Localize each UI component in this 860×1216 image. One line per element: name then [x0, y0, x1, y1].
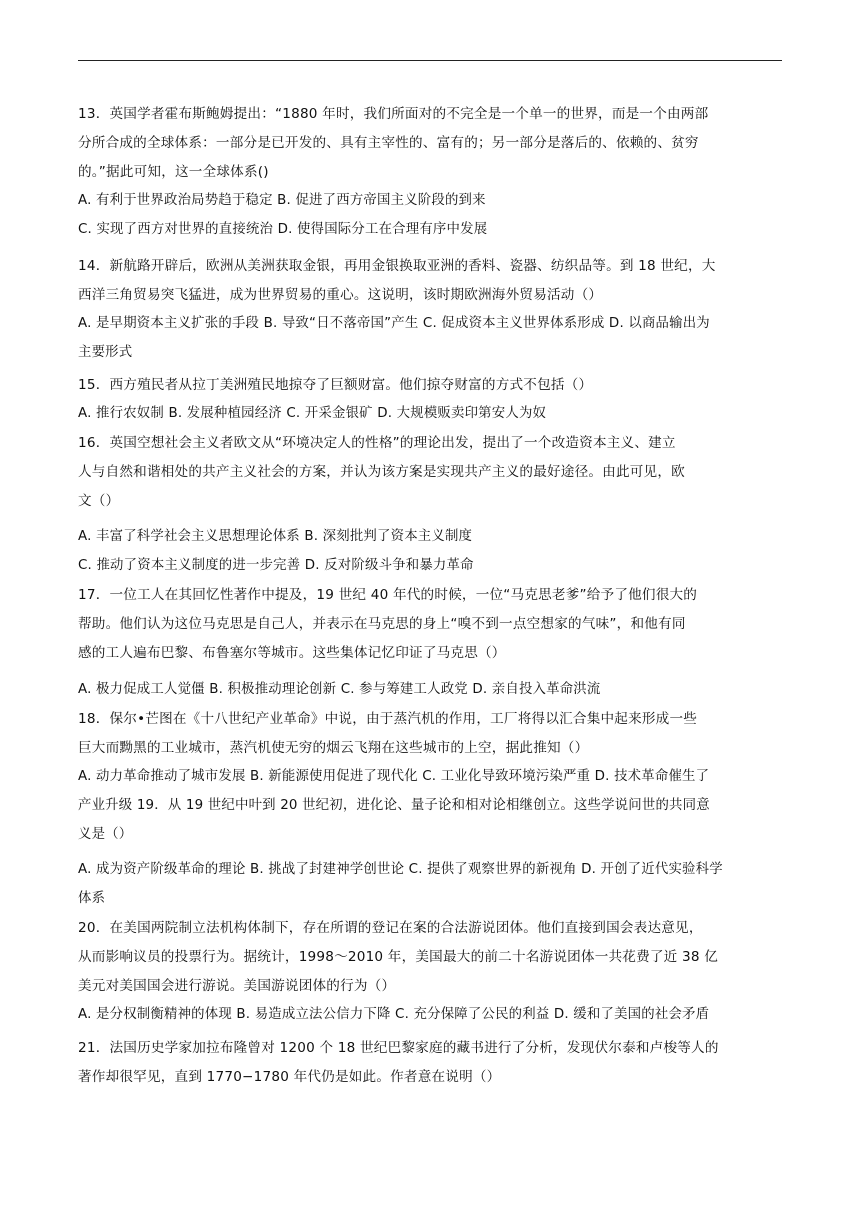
- q15-options-line: A. 推行农奴制 B. 发展种植园经济 C. 开采金银矿 D. 大规模贩卖印第安人为奴: [78, 406, 547, 421]
- q18-stem-line: 巨大而黝黑的工业城市，蒸汽机使无穷的烟云飞翔在这些城市的上空，据此推知（）: [78, 740, 589, 756]
- q16-stem-line: 文（）: [78, 493, 120, 509]
- q16-options-line: C. 推动了资本主义制度的进一步完善 D. 反对阶级斗争和暴力革命: [78, 558, 474, 573]
- q20-stem-line: 20．在美国两院制立法机构体制下，存在所谓的登记在案的合法游说团体。他们直接到国会表达意见，: [78, 920, 703, 936]
- q17-stem-line: 17．一位工人在其回忆性著作中提及，19 世纪 40 年代的时候，一位“马克思老爹”给予了他们很大的: [78, 587, 698, 603]
- q19-options-line: 体系: [78, 891, 106, 906]
- q18-options-line: A. 动力革命推动了城市发展 B. 新能源使用促进了现代化 C. 工业化导致环境污染严重 D. 技术革命催生了: [78, 769, 710, 784]
- q20-stem-line: 美元对美国国会进行游说。美国游说团体的行为（）: [78, 978, 396, 994]
- q14-options-line: A. 是早期资本主义扩张的手段 B. 导致“日不落帝国”产生 C. 促成资本主义世界体系形成 D. 以商品输出为: [78, 316, 710, 331]
- q16-options-line: A. 丰富了科学社会主义思想理论体系 B. 深刻批判了资本主义制度: [78, 529, 473, 544]
- q13-options-line: C. 实现了西方对世界的直接统治 D. 使得国际分工在合理有序中发展: [78, 222, 488, 237]
- q13-options-line: A. 有利于世界政治局势趋于稳定 B. 促进了西方帝国主义阶段的到来: [78, 193, 486, 208]
- header-rule: [78, 60, 782, 61]
- q17-options-line: A. 极力促成工人觉僵 B. 积极推动理论创新 C. 参与筹建工人政党 D. 亲自投入革命洪流: [78, 682, 601, 697]
- q13-stem-line: 的。”据此可知，这一全球体系(): [78, 164, 269, 180]
- q16-stem-line: 人与自然和谐相处的共产主义社会的方案，并认为该方案是实现共产主义的最好途径。由此可见，欧: [78, 464, 685, 480]
- q18-options-line: 义是（）: [78, 827, 133, 842]
- q20-stem-line: 从而影响议员的投票行为。据统计，1998～2010 年，美国最大的前二十名游说团体一共花费了近 38 亿: [78, 949, 719, 965]
- q19-options-line: A. 成为资产阶级革命的理论 B. 挑战了封建神学创世论 C. 提供了观察世界的新视角 D. 开创了近代实验科学: [78, 862, 723, 877]
- q18-stem-line: 18．保尔•芒图在《十八世纪产业革命》中说，由于蒸汽机的作用，工厂将得以汇合集中起来形成一些: [78, 711, 698, 727]
- q21-stem-line: 著作却很罕见，直到 1770−1780 年代仍是如此。作者意在说明（）: [78, 1069, 501, 1085]
- q20-options-line: A. 是分权制衡精神的体现 B. 易造成立法公信力下降 C. 充分保障了公民的利益 D. 缓和了美国的社会矛盾: [78, 1007, 710, 1022]
- q17-stem-line: 感的工人遍布巴黎、布鲁塞尔等城市。这些集体记忆印证了马克思（）: [78, 645, 506, 661]
- q14-options-line: 主要形式: [78, 345, 133, 360]
- q21-stem-line: 21．法国历史学家加拉布隆曾对 1200 个 18 世纪巴黎家庭的藏书进行了分析，发现伏尔泰和卢梭等人的: [78, 1040, 719, 1056]
- q13-stem-line: 分所合成的全球体系：一部分是已开发的、具有主宰性的、富有的；另一部分是落后的、依赖的、贫穷: [78, 135, 699, 151]
- q18-options-line: 产业升级 19．从 19 世纪中叶到 20 世纪初，进化论、量子论和相对论相继创立。这些学说问世的共同意: [78, 798, 710, 813]
- q17-stem-line: 帮助。他们认为这位马克思是自己人，并表示在马克思的身上“嗅不到一点空想家的气味”，和他有同: [78, 616, 686, 632]
- q14-stem-line: 西洋三角贸易突飞猛进，成为世界贸易的重心。这说明，该时期欧洲海外贸易活动（）: [78, 287, 603, 303]
- q15-stem-line: 15．西方殖民者从拉丁美洲殖民地掠夺了巨额财富。他们掠夺财富的方式不包括（）: [78, 377, 593, 393]
- q16-stem-line: 16．英国空想社会主义者欧文从“环境决定人的性格”的理论出发，提出了一个改造资本主义、建立: [78, 435, 676, 451]
- q14-stem-line: 14．新航路开辟后，欧洲从美洲获取金银，再用金银换取亚洲的香料、瓷器、纺织品等。到 18 世纪，大: [78, 258, 716, 274]
- q13-stem-line: 13．英国学者霍布斯鲍姆提出：“1880 年时，我们所面对的不完全是一个单一的世界，而是一个由两部: [78, 106, 709, 122]
